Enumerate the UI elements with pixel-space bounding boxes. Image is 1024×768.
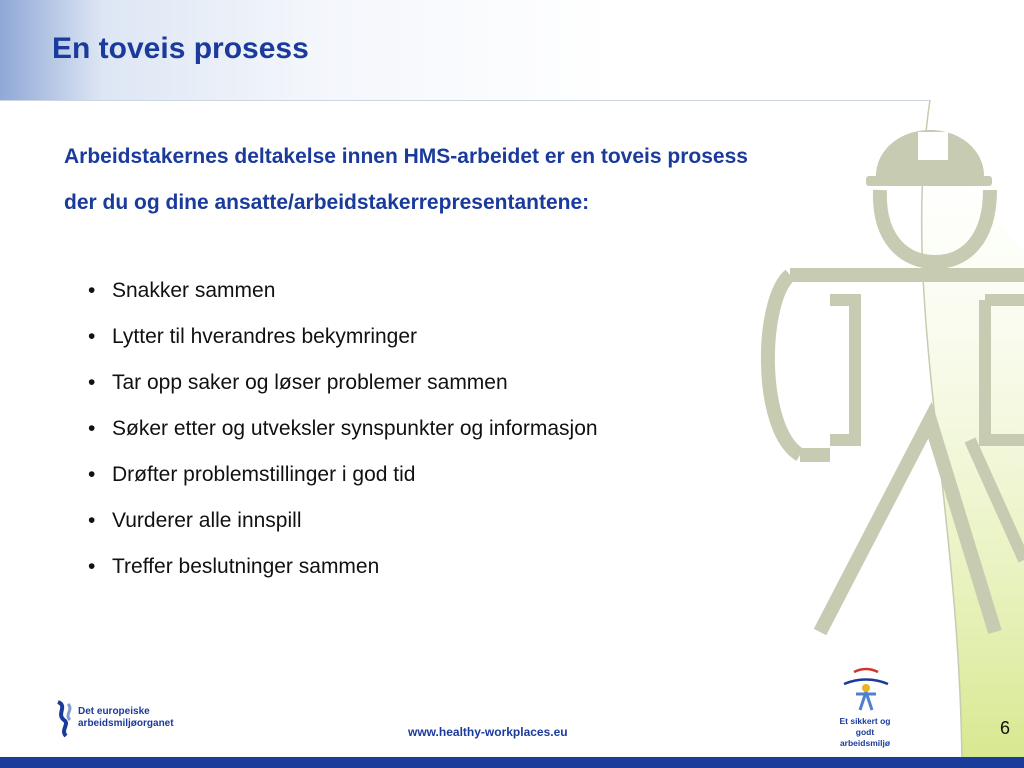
bullet-item: • Drøfter problemstillinger i god tid (88, 452, 598, 498)
intro-text (64, 134, 924, 226)
website-link[interactable]: www.healthy-workplaces.eu (408, 725, 568, 739)
bullet-icon: • (88, 279, 96, 302)
bullet-icon: • (88, 325, 96, 348)
bullet-icon: • (88, 509, 96, 532)
slide-title: En toveis prosess (52, 32, 309, 65)
bullet-icon: • (88, 555, 96, 578)
bullet-item: • Tar opp saker og løser problemer sammen (88, 360, 598, 406)
bullet-icon: • (88, 417, 96, 440)
eu-osha-icon (52, 700, 76, 738)
eu-osha-logo[interactable]: Det europeiske arbeidsmiljøorganet (52, 700, 172, 740)
bullet-item: • Lytter til hverandres bekymringer (88, 314, 598, 360)
campaign-logo[interactable]: Et sikkert og godt arbeidsmiljø (830, 664, 900, 744)
bullet-item: • Snakker sammen (88, 268, 598, 314)
bullet-list (88, 268, 598, 590)
footer-bar (0, 757, 1024, 768)
bullet-item: • Treffer beslutninger sammen (88, 544, 598, 590)
bullet-icon: • (88, 371, 96, 394)
intro-line-1: Arbeidstakernes deltakelse innen HMS-arbeidet er en toveis prosess (64, 145, 748, 168)
intro-line-2: der du og dine ansatte/arbeidstakerrepresentantene: (64, 191, 590, 214)
bullet-item: • Vurderer alle innspill (88, 498, 598, 544)
page-number: 6 (1000, 718, 1011, 738)
star-figure-icon (830, 664, 900, 714)
bullet-icon: • (88, 463, 96, 486)
bullet-item: • Søker etter og utveksler synspunkter og informasjon (88, 406, 598, 452)
